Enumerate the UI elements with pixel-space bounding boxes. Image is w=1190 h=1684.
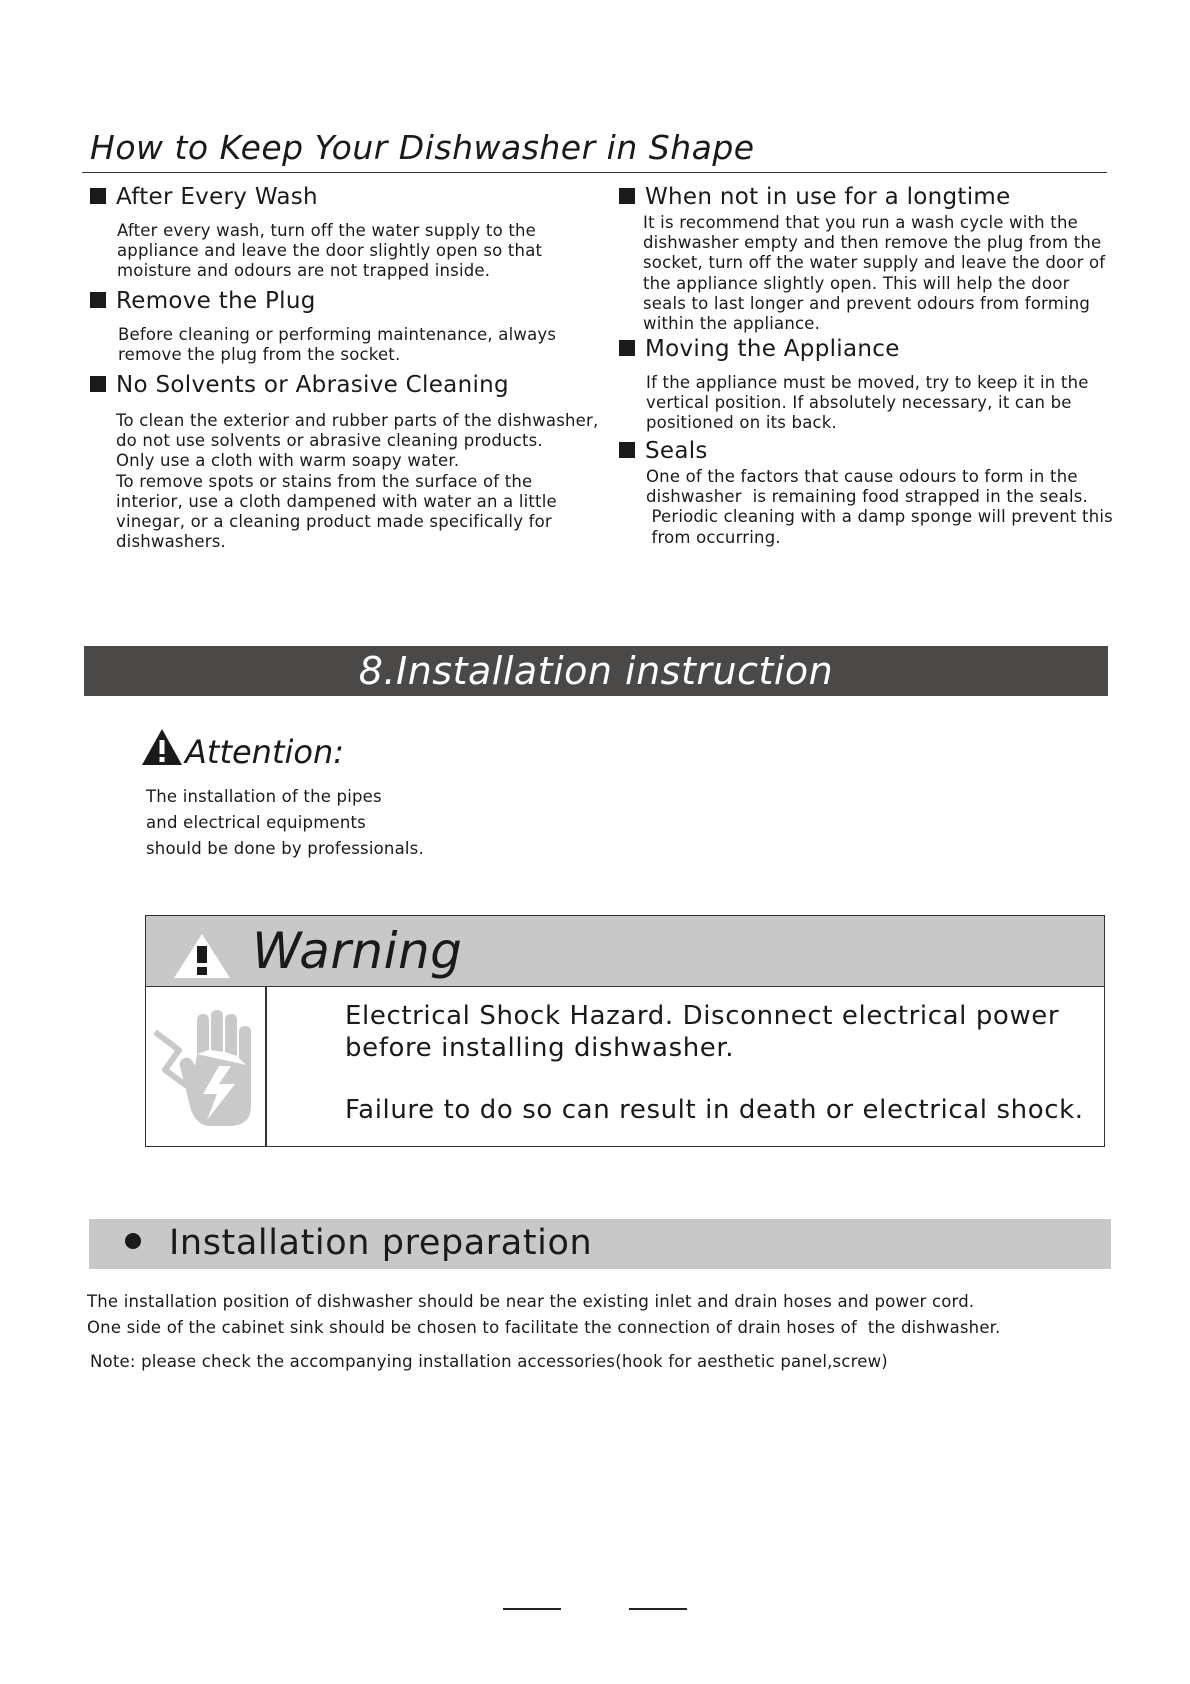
section-heading-seals: Seals: [619, 438, 708, 464]
preparation-note: Note: please check the accompanying installation accessories(hook for aesthetic panel,screw): [90, 1352, 888, 1371]
warning-message: Electrical Shock Hazard. Disconnect electrical power before installing dishwasher.: [345, 1001, 1060, 1063]
installation-banner: 8.Installation instruction: [84, 646, 1108, 696]
section-heading-not-in-use: When not in use for a longtime: [619, 184, 1011, 210]
page-title: How to Keep Your Dishwasher in Shape: [90, 128, 755, 167]
section-body-moving-appliance: If the appliance must be moved, try to keep it in the vertical position. If absolutely necessary, it can be positioned on its back.: [646, 373, 1089, 433]
warning-title: Warning: [252, 922, 463, 980]
section-heading-moving-appliance: Moving the Appliance: [619, 336, 900, 362]
square-bullet-icon: [90, 188, 106, 204]
section-body-remove-plug: Before cleaning or performing maintenance, always remove the plug from the socket.: [118, 325, 557, 365]
section-body-no-solvents: To clean the exterior and rubber parts of the dishwasher, do not use solvents or abrasive cleaning products. Only use a cloth with warm soapy water. To remove spots or stains from the surface of the interior, use a cloth dampened with water an a little vinegar, or a cleaning product made specifically for dishwashers.: [116, 411, 599, 552]
section-body-not-in-use: It is recommend that you run a wash cycle with the dishwasher empty and then remove the plug from the socket, turn off the water supply and leave the door of the appliance slightly open. This will help the door seals to last longer and prevent odours from forming within the appliance.: [643, 213, 1106, 334]
preparation-title: Installation preparation: [125, 1223, 592, 1263]
page-number-line-left: [503, 1608, 561, 1610]
section-body-after-every-wash: After every wash, turn off the water supply to the appliance and leave the door slightly open so that moisture and odours are not trapped inside.: [117, 221, 543, 281]
section-body-seals: One of the factors that cause odours to form in the dishwasher is remaining food strapped in the seals. Periodic cleaning with a damp sponge will prevent this from occurring.: [646, 467, 1113, 547]
square-bullet-icon: [619, 188, 635, 204]
section-heading-no-solvents: No Solvents or Abrasive Cleaning: [90, 372, 509, 398]
preparation-text: The installation position of dishwasher should be near the existing inlet and drain hoses and power cord. One side of the cabinet sink should be chosen to facilitate the connection of drain hoses of the dishwasher.: [87, 1292, 1001, 1337]
section-heading-remove-plug: Remove the Plug: [90, 288, 316, 314]
square-bullet-icon: [619, 340, 635, 356]
title-underline: [82, 172, 1107, 173]
square-bullet-icon: [619, 442, 635, 458]
warning-triangle-icon: [141, 728, 183, 774]
warning-consequence: Failure to do so can result in death or electrical shock.: [345, 1095, 1084, 1125]
attention-text: The installation of the pipes and electrical equipments should be done by professionals.: [146, 787, 424, 858]
section-heading-after-every-wash: After Every Wash: [90, 184, 318, 210]
warning-triangle-icon: [172, 932, 232, 984]
warning-divider: [265, 986, 267, 1146]
square-bullet-icon: [90, 292, 106, 308]
round-bullet-icon: [125, 1233, 141, 1249]
electric-shock-hand-icon: [147, 1010, 263, 1134]
square-bullet-icon: [90, 376, 106, 392]
attention-heading: Attention:: [141, 728, 344, 774]
page-number-line-right: [629, 1608, 687, 1610]
